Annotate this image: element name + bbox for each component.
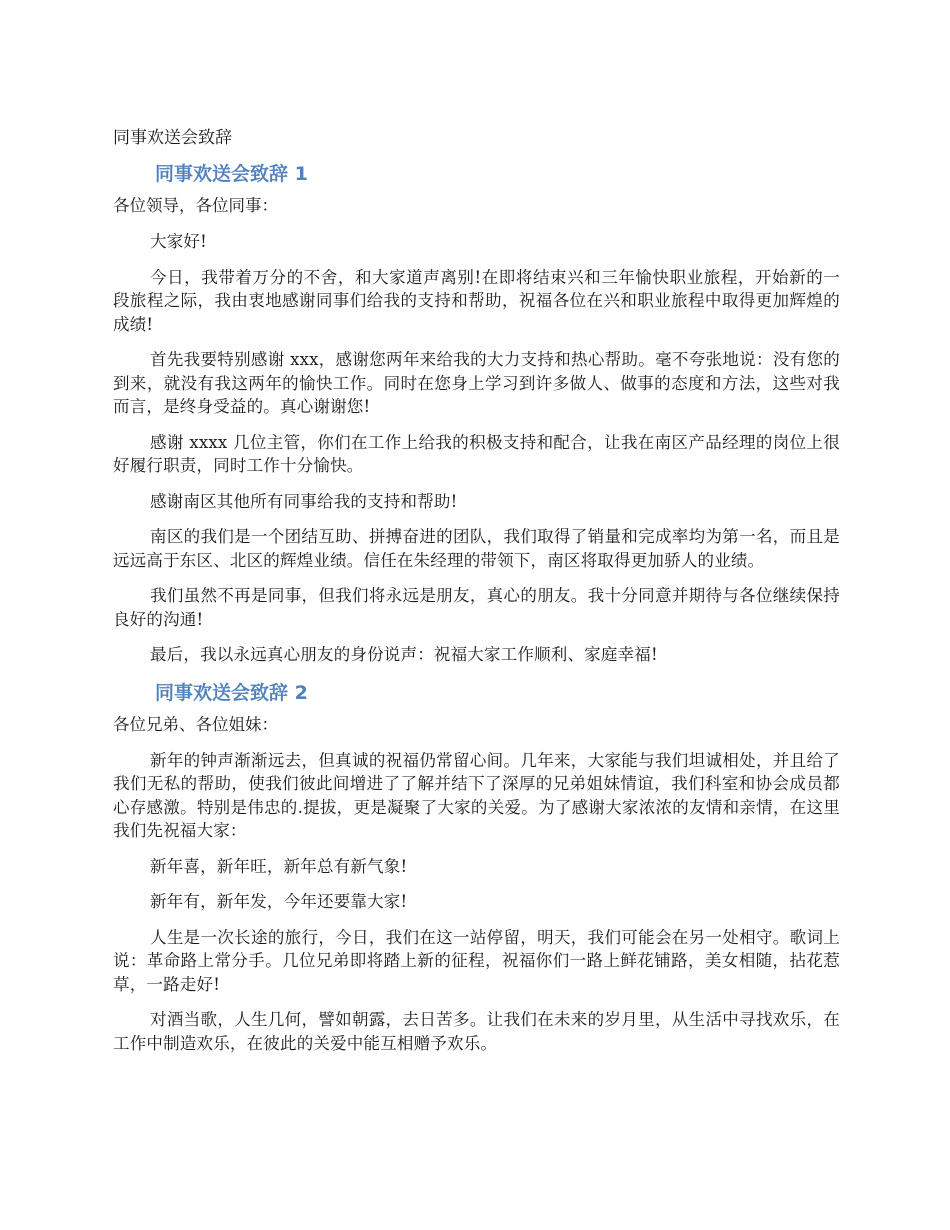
section-heading: 同事欢送会致辞 2	[155, 681, 308, 704]
paragraph: 感谢南区其他所有同事给我的支持和帮助!	[150, 491, 458, 511]
document-title: 同事欢送会致辞	[113, 128, 232, 148]
salutation: 各位兄弟、各位姐妹：	[113, 714, 278, 734]
speech-section-2	[113, 679, 840, 1056]
paragraph: 感谢 xxxx 几位主管，你们在工作上给我的积极支持和配合，让我在南区产品经理的岗位上很好履行职责，同时工作十分愉快。	[113, 432, 840, 475]
paragraph: 首先我要特别感谢 xxx，感谢您两年来给我的大力支持和热心帮助。毫不夸张地说：没有您的到来，就没有我这两年的愉快工作。同时在您身上学习到许多做人、做事的态度和方法，这些对我而言，是终身受益的。真心谢谢您!	[113, 350, 840, 416]
paragraph: 我们虽然不再是同事，但我们将永远是朋友，真心的朋友。我十分同意并期待与各位继续保持良好的沟通!	[113, 586, 840, 629]
paragraph: 人生是一次长途的旅行，今日，我们在这一站停留，明天，我们可能会在另一处相守。歌词上说：革命路上常分手。几位兄弟即将踏上新的征程，祝福你们一路上鲜花铺路，美女相随，拈花惹草，一路走好!	[113, 927, 840, 994]
speech-section-1	[113, 160, 840, 667]
salutation: 各位领导，各位同事：	[113, 196, 278, 215]
section-heading: 同事欢送会致辞 1	[155, 163, 308, 185]
paragraph: 新年有，新年发，今年还要靠大家!	[150, 892, 408, 911]
paragraph: 最后，我以永远真心朋友的身份说声：祝福大家工作顺利、家庭幸福!	[150, 645, 658, 664]
paragraph: 今日，我带着万分的不舍，和大家道声离别!在即将结束兴和三年愉快职业旅程，开始新的一段旅程之际，我由衷地感谢同事们给我的支持和帮助，祝福各位在兴和职业旅程中取得更加辉煌的成绩!	[113, 267, 840, 334]
document-page	[113, 126, 840, 1067]
paragraph: 新年喜，新年旺，新年总有新气象!	[150, 856, 408, 876]
paragraph: 大家好!	[150, 232, 207, 251]
paragraph: 南区的我们是一个团结互助、拼搏奋进的团队，我们取得了销量和完成率均为第一名，而且是远远高于东区、北区的辉煌业绩。信任在朱经理的带领下，南区将取得更加骄人的业绩。	[113, 527, 840, 570]
paragraph: 对酒当歌，人生几何，譬如朝露，去日苦多。让我们在未来的岁月里，从生活中寻找欢乐，在工作中制造欢乐，在彼此的关爱中能互相赠予欢乐。	[113, 1010, 840, 1053]
paragraph: 新年的钟声渐渐远去，但真诚的祝福仍常留心间。几年来，大家能与我们坦诚相处，并且给了我们无私的帮助，使我们彼此间增进了了解并结下了深厚的兄弟姐妹情谊，我们科室和协会成员都心存感激。特别是伟忠的.提拔，更是凝聚了大家的关爱。为了感谢大家浓浓的友情和亲情，在这里我们先祝福大家：	[113, 750, 840, 840]
